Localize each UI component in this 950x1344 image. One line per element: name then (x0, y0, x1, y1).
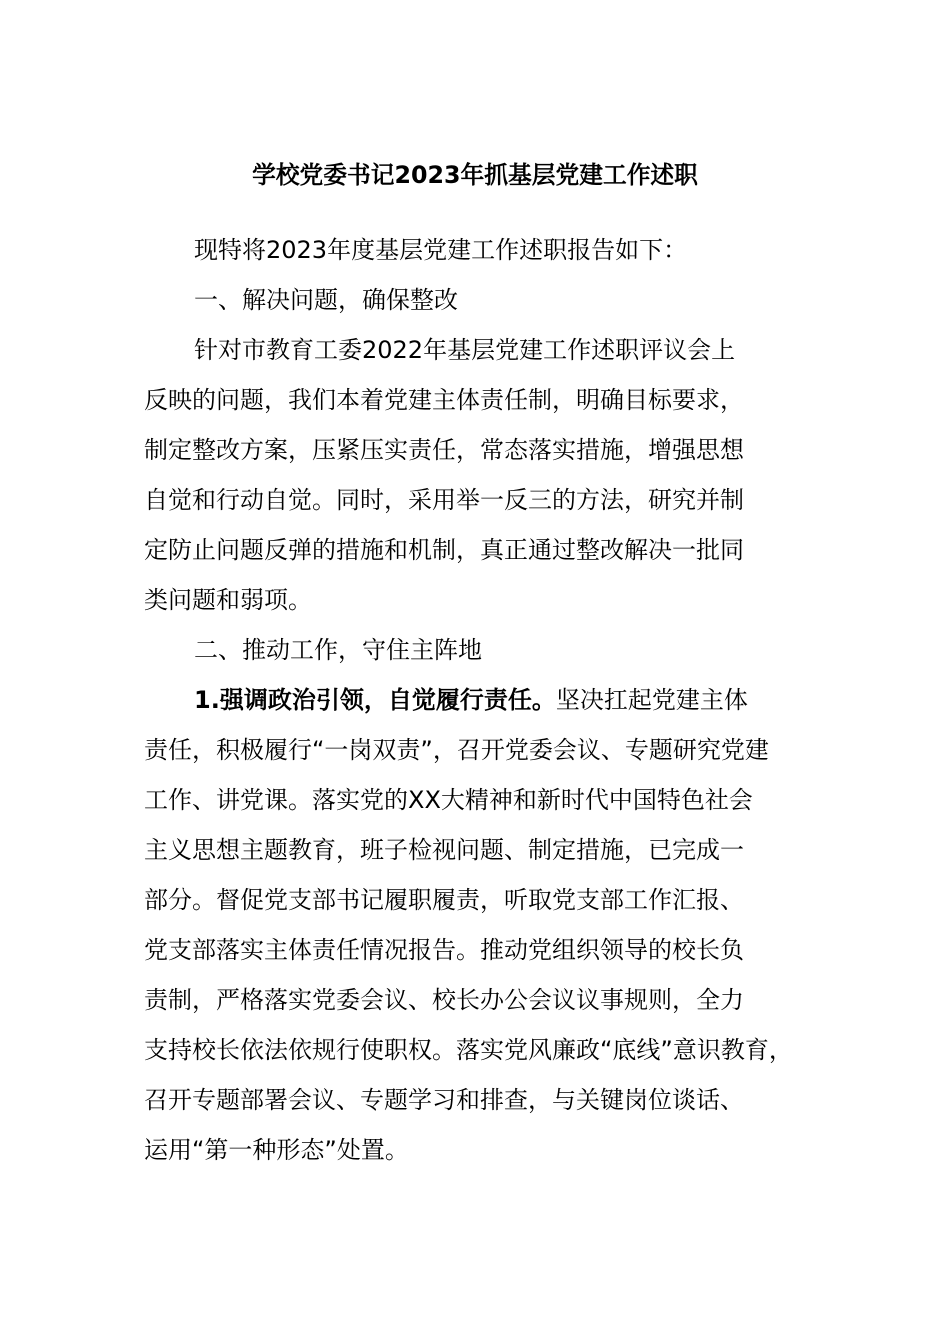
section1-line: 制定整改方案，压紧压实责任，常态落实措施，增强思想 (144, 436, 744, 464)
section2-line: 支持校长依法依规行使职权。落实党风廉政“底线”意识教育， (144, 1036, 793, 1064)
document-title: 学校党委书记2023年抓基层党建工作述职 (252, 161, 698, 189)
section2-line: 党支部落实主体责任情况报告。推动党组织领导的校长负 (144, 936, 744, 964)
section2-line: 运用“第一种形态”处置。 (144, 1136, 409, 1164)
section1-heading: 一、解决问题，确保整改 (194, 286, 458, 314)
intro-paragraph: 现特将2023年度基层党建工作述职报告如下： (194, 236, 688, 264)
section2-line: 责任，积极履行“一岗双责”，召开党委会议、专题研究党建 (144, 736, 769, 764)
section1-line: 针对市教育工委2022年基层党建工作述职评议会上 (194, 336, 736, 364)
section2-point1-first-line (194, 683, 748, 717)
section1-line: 类问题和弱项。 (144, 586, 312, 614)
section1-line: 反映的问题，我们本着党建主体责任制，明确目标要求， (144, 386, 744, 414)
section2-line: 召开专题部署会议、专题学习和排查，与关键岗位谈话、 (144, 1086, 744, 1114)
section2-line: 部分。督促党支部书记履职履责，听取党支部工作汇报、 (144, 886, 744, 914)
section2-line: 工作、讲党课。落实党的XX大精神和新时代中国特色社会 (144, 786, 753, 814)
section2-heading: 二、推动工作，守住主阵地 (194, 636, 482, 664)
point1-bold-heading: 1.强调政治引领，自觉履行责任。 (194, 686, 556, 714)
point1-first-rest: 坚决扛起党建主体 (555, 686, 748, 714)
section1-line: 自觉和行动自觉。同时，采用举一反三的方法，研究并制 (144, 486, 744, 514)
section1-line: 定防止问题反弹的措施和机制，真正通过整改解决一批同 (144, 536, 744, 564)
section2-line: 主义思想主题教育，班子检视问题、制定措施，已完成一 (144, 836, 744, 864)
section2-line: 责制，严格落实党委会议、校长办公会议议事规则，全力 (144, 986, 744, 1014)
